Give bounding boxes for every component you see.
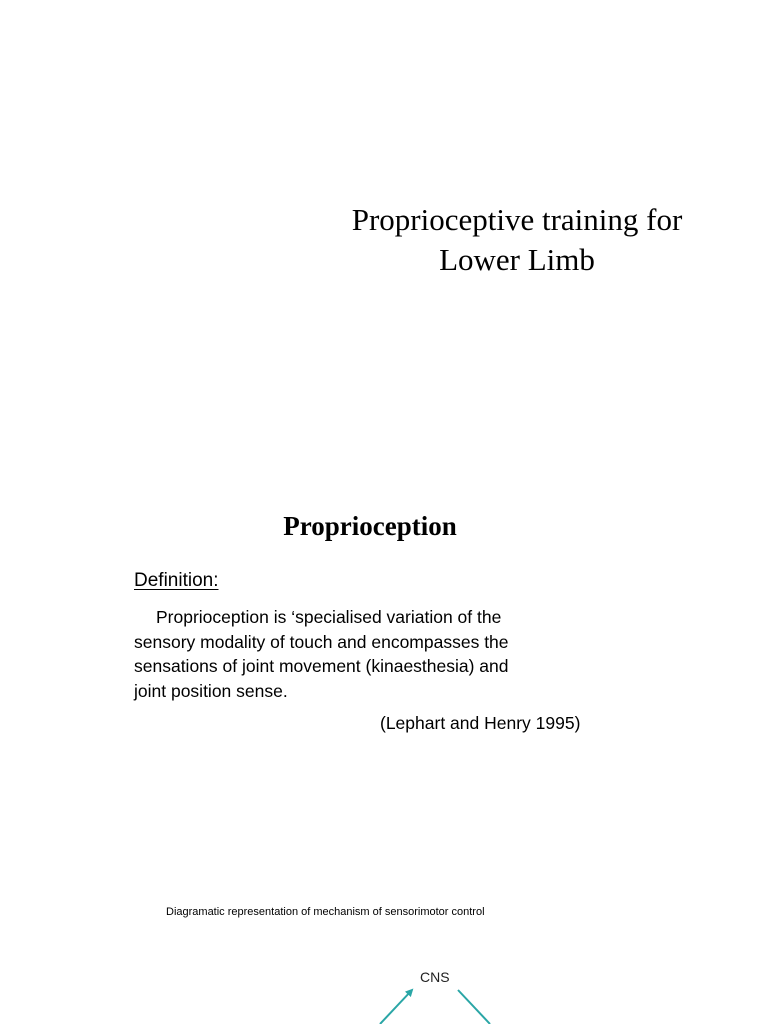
definition-line: Proprioception is ‘specialised variation of the bbox=[156, 607, 502, 627]
slide-title-line-2: Lower Limb bbox=[439, 242, 595, 277]
afferent-arrow bbox=[380, 990, 412, 1024]
definition-label: Definition: bbox=[134, 570, 219, 591]
definition-line: sensations of joint movement (kinaesthesia) and bbox=[134, 656, 509, 676]
cns-label: CNS bbox=[420, 969, 450, 985]
definition-line: joint position sense. bbox=[134, 680, 288, 701]
efferent-arrow bbox=[458, 990, 490, 1024]
section-heading: Proprioception bbox=[283, 511, 457, 541]
diagram-caption: Diagramatic representation of mechanism of sensorimotor control bbox=[166, 906, 485, 918]
slide-title bbox=[300, 200, 734, 280]
citation: (Lephart and Henry 1995) bbox=[380, 713, 581, 733]
slide-title-line-1: Proprioceptive training for bbox=[351, 202, 683, 237]
definition-text bbox=[134, 605, 604, 703]
definition-line: sensory modality of touch and encompasses the bbox=[134, 631, 509, 652]
